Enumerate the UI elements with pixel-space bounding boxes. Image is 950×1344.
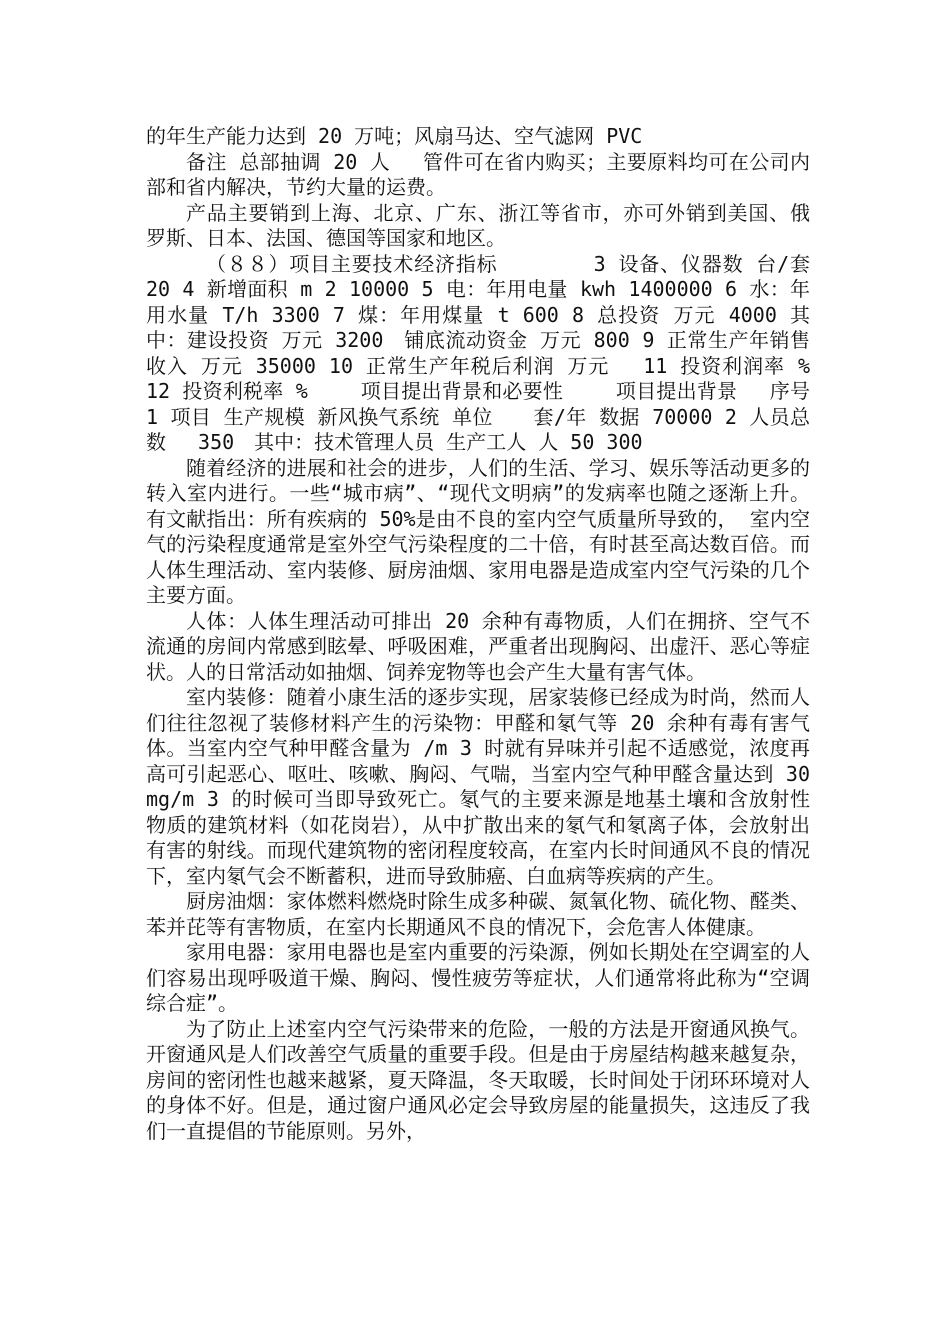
paragraph-ventilation: 为了防止上述室内空气污染带来的危险，一般的方法是开窗通风换气。开窗通风是人们改善空气质量的重要手段。但是由于房屋结构越来越复杂，房间的密闭性也越来越紧，夏天降温，冬天取暖，长时间处于闭环环境对人的身体不好。但是，通过窗户通风必定会导致房屋的能量损失，这违反了我们一直提倡的节能原则。另外，	[146, 1016, 810, 1143]
paragraph-indicators: （８８）项目主要技术经济指标 3 设备、仪器数 台/套 20 4 新增面积 m 2 10000 5 电：年用电量 kwh 1400000 6 水：年用水量 T/h 3300 7 煤：年用煤量 t 600 8 总投资 万元 4000 其中：建设投资 万元 3200 铺底流动资金 万元 800 9 正常生产年销售收入 万元 35000 10 正常生产年税后利润 万元 11 投资利润率 % 12 投资利税率 % 项目提出背景和必要性 项目提出背景 序号 1 项目 生产规模 新风换气系统 单位 套/年 数据 70000 2 人员总数 350 其中：技术管理人员 生产工人 人 50 300	[146, 251, 830, 454]
paragraph-capacity: 的年生产能力达到 20 万吨；风扇马达、空气滤网 PVC	[146, 124, 643, 148]
paragraph-human-body: 人体：人体生理活动可排出 20 余种有毒物质，人们在拥挤、空气不流通的房间内常感到眩晕、呼吸困难，严重者出现胸闷、出虚汗、恶心等症状。人的日常活动如抽烟、饲养宠物等也会产生大量有害气体。	[146, 608, 810, 684]
paragraph-markets: 产品主要销到上海、北京、广东、浙江等省市，亦可外销到美国、俄 罗斯、日本、法国、德国等国家和地区。	[146, 200, 830, 250]
paragraph-appliances: 家用电器：家用电器也是室内重要的污染源，例如长期处在空调室的人们容易出现呼吸道干燥、胸闷、慢性疲劳等症状，人们通常将此称为“空调综合症”。	[146, 940, 810, 1015]
paragraph-kitchen-fumes: 厨房油烟：家体燃料燃烧时除生成多种碳、氮氧化物、硫化物、醛类、苯并芘等有害物质，在室内长期通风不良的情况下，会危害人体健康。	[146, 889, 810, 939]
paragraph-background: 随着经济的进展和社会的进步，人们的生活、学习、娱乐等活动更多的转入室内进行。一些“城市病”、“现代文明病”的发病率也随之逐渐上升。有文献指出：所有疾病的 50%是由不良的室内空气质量所导致的， 室内空气的污染程度通常是室外空气污染程度的二十倍，有时甚至高达数百倍。而人体生理活动、室内装修、厨房油烟、家用电器是造成室内空气污染的几个主要方面。	[146, 455, 810, 607]
paragraph-remarks: 备注 总部抽调 20 人 管件可在省内购买；主要原料均可在公司内部和省内解决，节约大量的运费。	[146, 149, 810, 199]
paragraph-decoration: 室内装修：随着小康生活的逐步实现，居家装修已经成为时尚，然而人们往往忽视了装修材料产生的污染物：甲醛和氡气等 20 余种有毒有害气体。当室内空气种甲醛含量为 /m 3 时就有异味并引起不适感觉，浓度再高可引起恶心、呕吐、咳嗽、胸闷、气喘，当室内空气种甲醛含量达到 30mg/m 3 的时候可当即导致死亡。氡气的主要来源是地基土壤和含放射性物质的建筑材料（如花岗岩），从中扩散出来的氡气和氡离子体，会放射出有害的射线。而现代建筑物的密闭程度较高，在室内长时间通风不良的情况下，室内氡气会不断蓄积，进而导致肺癌、白血病等疾病的产生。	[146, 685, 810, 888]
document-page	[146, 124, 830, 1144]
